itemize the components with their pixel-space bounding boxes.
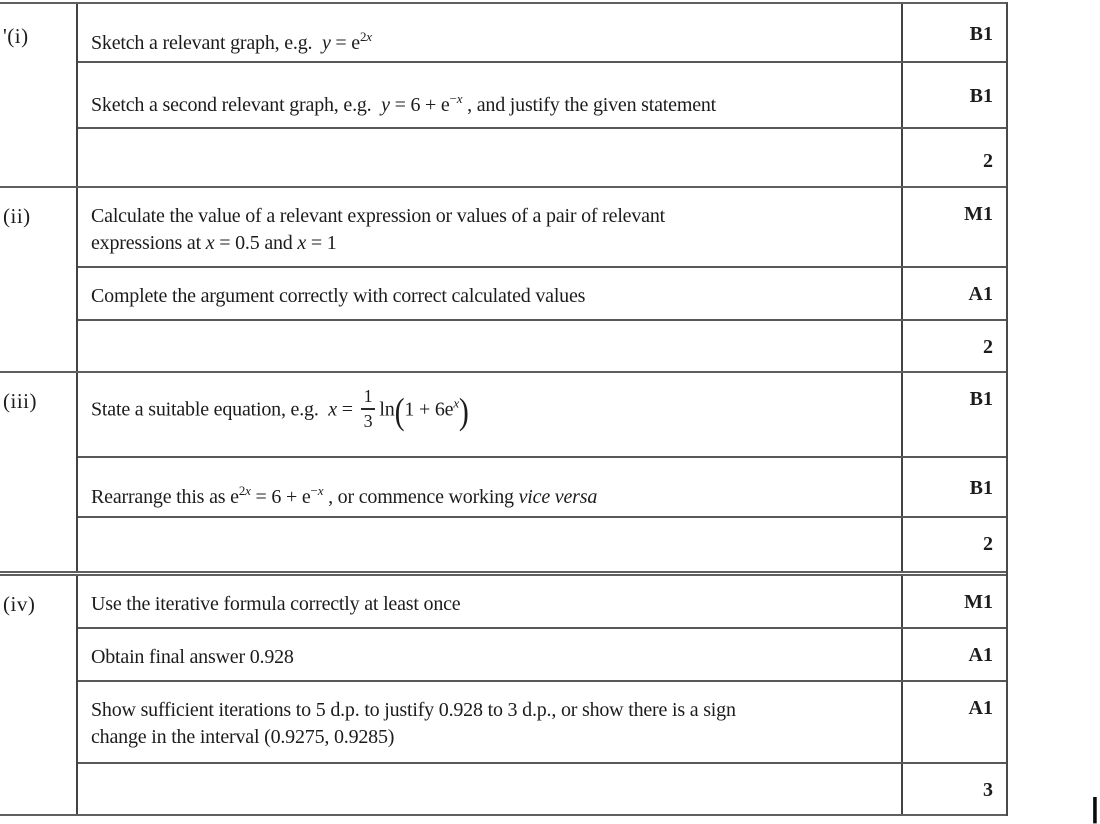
- criterion-row: [78, 268, 1006, 321]
- criterion-row: [78, 63, 1006, 129]
- text-run: = 0.5 and: [214, 232, 298, 254]
- mark-value: A1: [901, 629, 1006, 680]
- text-caret-mark: |: [1091, 792, 1099, 823]
- criterion-row: [78, 682, 1006, 764]
- paren: ): [458, 390, 469, 432]
- text-run: = e: [330, 32, 360, 54]
- text-run: x: [453, 395, 459, 411]
- criterion-row: [78, 576, 1006, 629]
- criterion-text: [78, 682, 901, 762]
- mark-value: B1: [901, 458, 1006, 516]
- text-run: 2: [238, 483, 246, 498]
- text-run: x: [297, 232, 307, 254]
- question-part-section: [0, 188, 1006, 373]
- text-run: = 6 + e: [389, 94, 450, 116]
- section-total-mark: 2: [901, 518, 1006, 571]
- text-run: −: [310, 483, 318, 498]
- criterion-row: [78, 4, 1006, 63]
- section-rows: [78, 188, 1006, 371]
- criterion-row: [78, 629, 1006, 682]
- mark-value: M1: [901, 576, 1006, 627]
- text-run: State a suitable equation, e.g.: [91, 398, 329, 421]
- criterion-text: [78, 268, 901, 319]
- mark-scheme-table: [0, 2, 1008, 816]
- text-run: x: [366, 29, 372, 44]
- paren: (: [394, 390, 405, 432]
- text-run: , or commence working: [323, 486, 519, 508]
- text-run: −: [449, 91, 457, 106]
- part-label: '(i): [0, 4, 78, 186]
- text-run: x: [245, 483, 251, 498]
- text-run: x: [205, 232, 215, 254]
- criterion-text: [78, 518, 901, 571]
- question-part-section: [0, 373, 1006, 573]
- text-run: Sketch a second relevant graph, e.g.: [91, 94, 382, 116]
- criterion-text: [78, 458, 901, 516]
- mark-value: A1: [901, 682, 1006, 762]
- text-run: 1 + 6e: [404, 398, 454, 421]
- criterion-text: [78, 129, 901, 186]
- text-run: y: [321, 32, 331, 54]
- text-run: x: [456, 91, 463, 106]
- text-run: e: [230, 486, 239, 508]
- text-run: expressions at: [91, 232, 206, 254]
- criterion-text: [78, 764, 901, 814]
- mark-value: B1: [901, 63, 1006, 127]
- part-label: (iv): [0, 576, 78, 814]
- question-part-section: [0, 4, 1006, 188]
- text-run: = 1: [306, 232, 337, 254]
- text-run: Show sufficient iterations to 5 d.p. to justify 0.928 to 3 d.p., or show there is a sign: [91, 699, 736, 721]
- text-run: 2: [359, 29, 367, 44]
- criterion-text: [78, 629, 901, 680]
- text-run: , and justify the given statement: [462, 94, 717, 116]
- mark-value: A1: [901, 268, 1006, 319]
- criterion-text: [78, 188, 901, 266]
- section-total-mark: 2: [901, 321, 1006, 371]
- mark-value: M1: [901, 188, 1006, 266]
- total-row: [78, 518, 1006, 571]
- text-run: change in the interval (0.9275, 0.9285): [91, 726, 395, 748]
- text-run: Calculate the value of a relevant expression or values of a pair of relevant: [91, 205, 665, 227]
- text-run: Use the iterative formula correctly at least once: [91, 593, 461, 615]
- criterion-row: [78, 188, 1006, 268]
- section-rows: [78, 576, 1006, 814]
- criterion-text: [78, 63, 901, 127]
- criterion-row: [78, 458, 1006, 518]
- text-run: Obtain final answer 0.928: [91, 646, 294, 668]
- part-label: (iii): [0, 373, 78, 571]
- mark-value: B1: [901, 4, 1006, 61]
- criterion-text: [78, 321, 901, 371]
- text-run: y: [381, 94, 390, 116]
- text-run: x: [328, 398, 337, 421]
- criterion-row: [78, 373, 1006, 458]
- section-total-mark: 2: [901, 129, 1006, 186]
- criterion-text: [78, 4, 901, 61]
- mark-value: B1: [901, 373, 1006, 456]
- criterion-text: [78, 576, 901, 627]
- section-rows: [78, 373, 1006, 571]
- text-run: =: [336, 398, 358, 421]
- question-part-section: [0, 576, 1006, 816]
- total-row: [78, 764, 1006, 814]
- section-total-mark: 3: [901, 764, 1006, 814]
- text-run: Sketch a relevant graph, e.g.: [91, 32, 322, 54]
- text-run: Complete the argument correctly with correct calculated values: [91, 285, 586, 307]
- total-row: [78, 129, 1006, 186]
- total-row: [78, 321, 1006, 371]
- text-run: = 6 + e: [250, 486, 311, 508]
- text-run: vice versa: [518, 486, 598, 508]
- section-rows: [78, 4, 1006, 186]
- text-run: x: [317, 483, 324, 498]
- criterion-text: [78, 373, 901, 456]
- text-run: ln: [379, 398, 395, 421]
- text-run: Rearrange this as: [91, 486, 231, 508]
- fraction: $\frac{1}{3}$: [361, 386, 376, 432]
- part-label: (ii): [0, 188, 78, 371]
